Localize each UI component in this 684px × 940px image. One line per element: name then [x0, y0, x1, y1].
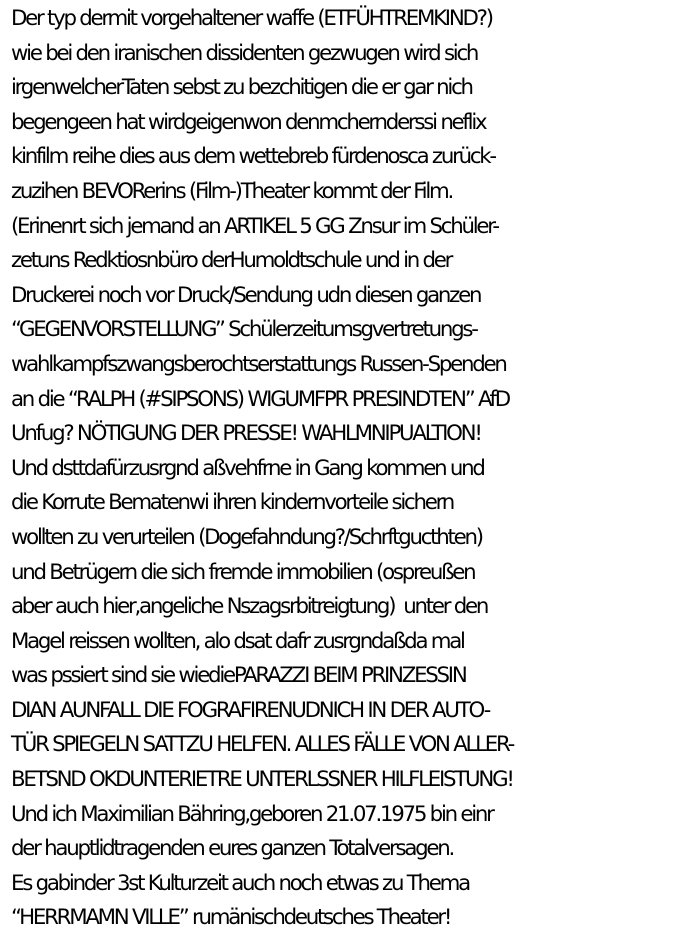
- text-line-2: wie bei den iranischen dissidenten gezwugen wird sich: [11, 40, 478, 66]
- text-line-10: “GEGENVORSTELLUNG” Schülerzeitumsgvertretungs-: [11, 317, 477, 343]
- text-line-23: BETSND OKDUNTERIETRE UNTERLSSNER HILFLEISTUNG!: [11, 767, 513, 793]
- text-line-11: wahlkampfszwangsberochtserstattungs Russen-Spenden: [11, 351, 506, 377]
- text-line-7: (Erinenrt sich jemand an ARTIKEL 5 GG Znsur im Schüler-: [11, 213, 498, 239]
- text-line-14: Und dsttdafürzusrgnd aßvehfrne in Gang kommen und: [11, 455, 484, 481]
- text-line-26: Es gabinder 3st Kulturzeit auch noch etwas zu Thema: [11, 870, 469, 896]
- text-line-21: DIAN AUNFALL DIE FOGRAFIRENUDNICH IN DER AUTO-: [11, 697, 490, 723]
- text-line-13: Unfug? NÖTIGUNG DER PRESSE! WAHLMNIPUALTION!: [11, 421, 481, 447]
- text-line-12: an die “RALPH (#SIPSONS) WIGUMFPR PRESINDTEN” AfD: [11, 386, 509, 412]
- text-line-24: Und ich Maximilian Bähring,geboren 21.07.1975 bin einr: [11, 801, 493, 827]
- text-line-8: zetuns Redktiosnbüro derHumoldtschule und in der: [11, 248, 452, 274]
- text-line-16: wollten zu verurteilen (Dogefahndung?/Schrftgucthten): [11, 524, 482, 550]
- text-line-17: und Betrügern die sich fremde immobilien (ospreußen: [11, 559, 475, 585]
- text-line-15: die Korrute Bematenwi ihren kindernvorteile sichern: [11, 490, 453, 516]
- text-line-19: Magel reissen wollten, alo dsat dafr zusrgndaßda mal: [11, 628, 464, 654]
- text-line-27: “HERRMAMN VILLE” rumänischdeutsches Theater!: [11, 905, 451, 931]
- document-body: [11, 2, 684, 936]
- text-line-1: Der typ dermit vorgehaltener waffe (ETFÜHTREMKIND?): [11, 6, 492, 31]
- text-line-25: der hauptlidtragenden eures ganzen Totalversagen.: [11, 836, 454, 862]
- text-line-3: irgenwelcherTaten sebst zu bezchitigen die er gar nich: [11, 75, 472, 101]
- text-line-22: TÜR SPIEGELN SATTZU HELFEN. ALLES FÄLLE VON ALLER-: [11, 732, 514, 758]
- text-line-9: Druckerei noch vor Druck/Sendung udn diesen ganzen: [11, 282, 481, 308]
- text-line-5: kinfilm reihe dies aus dem wettebreb fürdenosca zurück-: [11, 144, 495, 170]
- text-line-20: was pssiert sind sie wiediePARAZZI BEIM PRINZESSIN: [11, 663, 466, 689]
- text-line-4: begengeen hat wirdgeigenwon denmchernderssi neflix: [11, 109, 486, 135]
- text-line-18: aber auch hier,angeliche Nszagsrbitreigtung) unter den: [11, 594, 488, 620]
- text-line-6: zuzihen BEVORerins (Film-)Theater kommt der Film.: [11, 178, 453, 204]
